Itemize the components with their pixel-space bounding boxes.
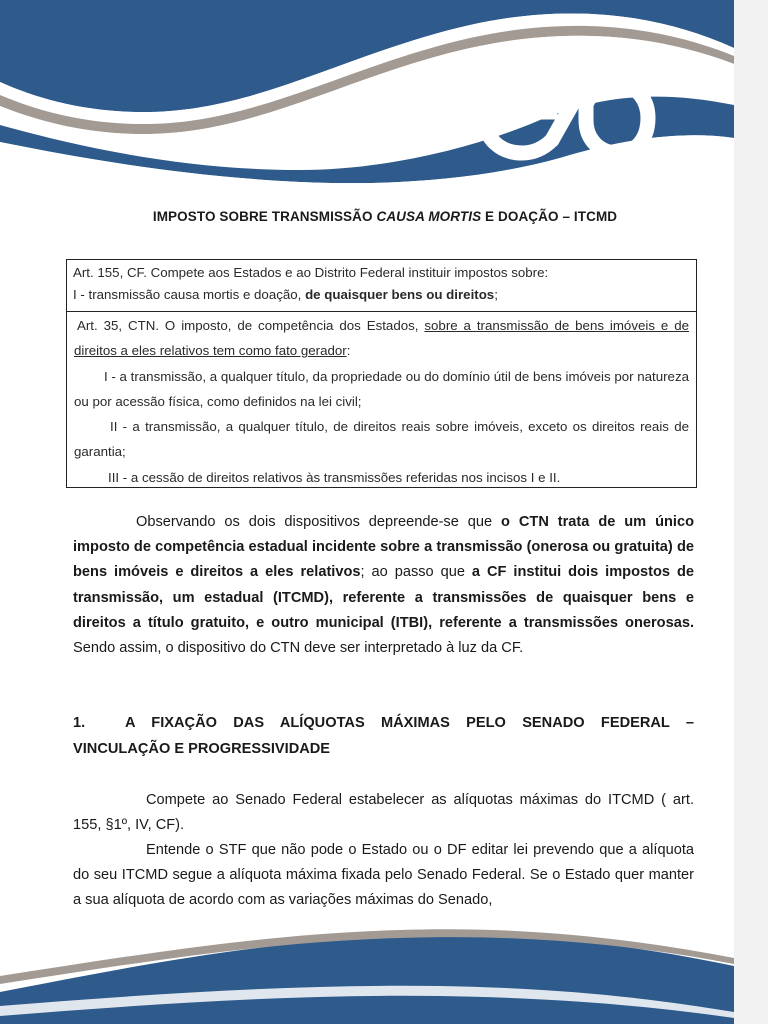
- page-margin: [734, 0, 768, 1024]
- footer-wave-banner: [0, 914, 734, 1024]
- paragraph-observando: Observando os dois dispositivos depreende-se que o CTN trata de um único imposto de competência estadual incidente sobre a transmissão (onerosa ou gratuita) de bens imóveis e direitos a eles relativos; ao passo que a CF institui dois impostos de transmissão, um estadual (ITCMD), referente a transmissões de quaisquer bens e direitos a título gratuito, e outro municipal (ITBI), referente a transmissões onerosas. Sendo assim, o dispositivo do CTN deve ser interpretado à luz da CF.: [73, 514, 694, 657]
- section-heading: [73, 710, 694, 762]
- paragraph-entende: Entende o STF que não pode o Estado ou o DF editar lei prevendo que a alíquota do seu ITCMD segue a alíquota máxima fixada pelo Senado Federal. Se o Estado quer manter a sua alíquota de acordo com as variações máximas do Senado,: [73, 842, 694, 909]
- ctn-article-intro: Art. 35, CTN. O imposto, de competência dos Estados, sobre a transmissão de bens imóveis e de direitos a eles relativos tem como fato gerador:: [74, 318, 689, 359]
- ctn-item-3: III - a cessão de direitos relativos às transmissões referidas nos incisos I e II.: [108, 469, 561, 485]
- section-heading-text: A FIXAÇÃO DAS ALÍQUOTAS MÁXIMAS PELO SENADO FEDERAL – VINCULAÇÃO E PROGRESSIVIDADE: [73, 715, 694, 757]
- cf-item-line: I - transmissão causa mortis e doação, de quaisquer bens ou direitos;: [73, 287, 498, 302]
- eb-logo: [468, 40, 658, 170]
- section-number: 1.: [73, 715, 86, 731]
- paragraph-compete: Compete ao Senado Federal estabelecer as alíquotas máximas do ITCMD ( art. 155, §1º, IV, CF).: [73, 792, 694, 834]
- document-title: IMPOSTO SOBRE TRANSMISSÃO CAUSA MORTIS E DOAÇÃO – ITCMD: [152, 209, 618, 224]
- quote-box-cf: [66, 259, 697, 312]
- ctn-item-2: II - a transmissão, a qualquer título, de direitos reais sobre imóveis, exceto os direitos reais de garantia;: [74, 419, 689, 460]
- cf-article-line: Art. 155, CF. Compete aos Estados e ao Distrito Federal instituir impostos sobre:: [73, 265, 549, 280]
- quote-box-ctn: [66, 311, 697, 488]
- ctn-item-1: I - a transmissão, a qualquer título, da propriedade ou do domínio útil de bens imóveis por natureza ou por acessão física, como definidos na lei civil;: [74, 368, 689, 409]
